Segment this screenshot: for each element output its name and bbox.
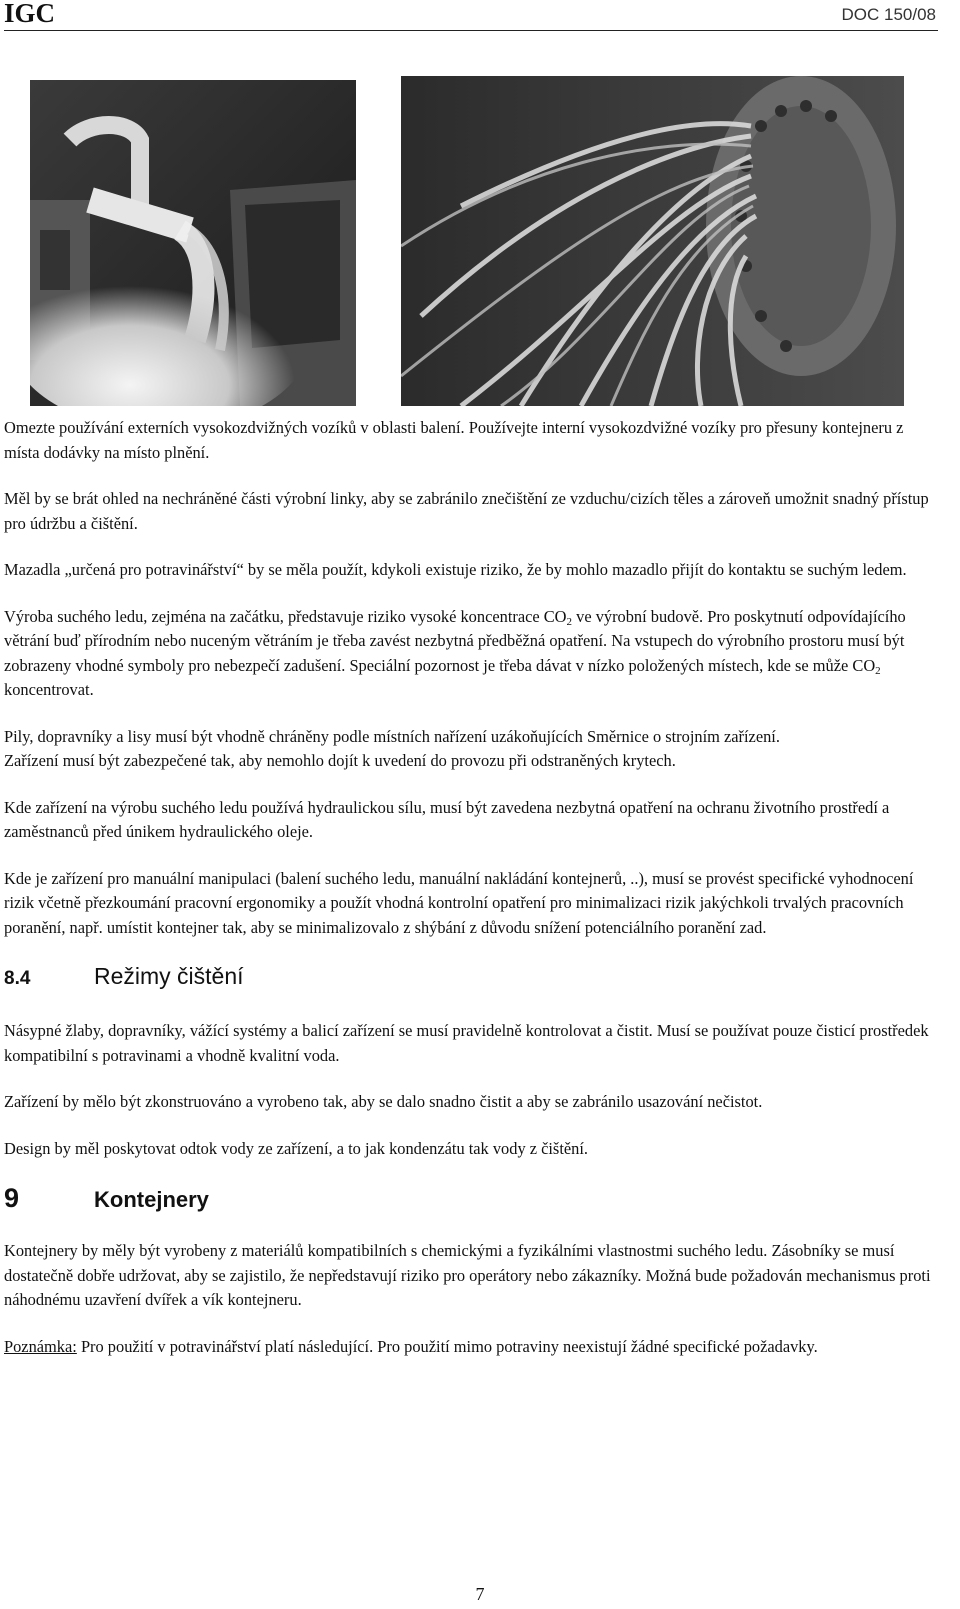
co2-subscript-2: 2 [875, 664, 881, 677]
section-9-number: 9 [4, 1183, 20, 1213]
page-header [4, 0, 938, 31]
dry-ice-pellet-extrusion-photo [30, 80, 356, 406]
header-org: IGC [4, 0, 56, 28]
header-doc-number: DOC 150/08 [841, 5, 936, 24]
paragraph-cleaning-1: Násypné žlaby, dopravníky, vážící systémy a balicí zařízení se musí pravidelně kontrolovat a čistit. Musí se používat pouze čisticí prostředek kompatibilní s potravinami a vhodně kvalitní voda. [4, 1021, 929, 1065]
section-8-4-title: Režimy čištění [94, 963, 244, 989]
paragraph-cleaning-2: Zařízení by mělo být zkonstruováno a vyrobeno tak, aby se dalo snadno čistit a aby se zabránilo usazování nečistot. [4, 1092, 763, 1111]
section-9-title: Kontejnery [94, 1187, 209, 1212]
paragraph-ergonomics: Kde je zařízení pro manuální manipulaci (balení suchého ledu, manuální nakládání kontejnerů, ..), musí se provést specifické vyhodnocení rizik včetně přezkoumání pracovní ergonomiky a použít vhodná kontrolní opatření pro minimalizaci rizik jakýchkoli trvalých pracovních poranění, např. umístit kontejner tak, aby se minimalizovalo z shýbání z důvodu snížení potenciálního poranění zad. [4, 868, 914, 937]
note-label: Poznámka: [4, 1336, 77, 1356]
paragraph-machine-guards: Pily, dopravníky a lisy musí být vhodně chráněny podle místních nařízení uzákoňujících Směrnice o strojním zařízení. [4, 726, 780, 746]
co2-subscript-1: 2 [566, 615, 573, 628]
paragraph-hydraulic: Kde zařízení na výrobu suchého ledu používá hydraulickou sílu, musí být zavedena nezbytná opatření na ochranu životního prostředí a zaměstnanců před únikem hydraulického oleje. [4, 797, 890, 841]
paragraph-forklifts: Omezte používání externích vysokozdvižných vozíků v oblasti balení. Používejte interní vysokozdvižné vozíky pro přesuny kontejneru z místa dodávky na místo plnění. [4, 418, 904, 462]
section-8-4-heading [4, 962, 938, 993]
paragraph-co2-ventilation [4, 605, 938, 703]
paragraph-cleaning-3: Design by měl poskytovat odtok vody ze zařízení, a to jak kondenzátu tak vody z čištění. [4, 1138, 588, 1158]
page-number: 7 [475, 1584, 485, 1604]
section-8-4-number: 8.4 [4, 968, 31, 989]
co2-text-b: ve výrobní budově. Pro poskytnutí odpovídajícího větrání buď přírodním nebo nuceným větráním je třeba zavést nezbytná předběžná opatření. Na vstupech do výrobního prostoru musí být zobrazeny vhodné symboly pro nebezpečí zadušení. Speciální pozornost je třeba dávat v nízko položených místech, kde se může CO [4, 606, 906, 675]
section-9-heading [4, 1183, 938, 1215]
note-text: Pro použití v potravinářství platí následující. Pro použití mimo potraviny neexistují žádné specifické požadavky. [76, 1336, 818, 1356]
co2-text-c: koncentrovat. [4, 680, 94, 699]
paragraph-containers: Kontejnery by měly být vyrobeny z materiálů kompatibilních s chemickými a fyzikálními vlastnostmi suchého ledu. Zásobníky se musí dostatečně dobře udržovat, aby se zajistilo, že nepředstavují riziko pro operátory nebo zákazníky. Možná bude požadován mechanismus proti náhodnému uzavření dvířek a vík kontejneru. [4, 1241, 931, 1309]
paragraph-lubricants: Mazadla „určená pro potravinářství“ by se měla použít, kdykoli existuje riziko, že by mohlo mazadlo přijít do kontaktu se suchým ledem. [4, 560, 907, 579]
paragraph-note [4, 1335, 938, 1360]
paragraph-unprotected-parts: Měl by se brát ohled na nechráněné části výrobní linky, aby se zabránilo znečištění ze vzduchu/cizích těles a zároveň umožnit snadný přístup pro údržbu a čištění. [4, 489, 929, 533]
paragraph-interlocks: Zařízení musí být zabezpečené tak, aby nemohlo dojít k uvedení do provozu při odstraněných krytech. [4, 751, 676, 770]
co2-text-a: Výroba suchého ledu, zejména na začátku, představuje riziko vysoké koncentrace CO [4, 606, 567, 626]
document-body [4, 416, 938, 1381]
dry-ice-extruder-die-photo [401, 76, 904, 406]
